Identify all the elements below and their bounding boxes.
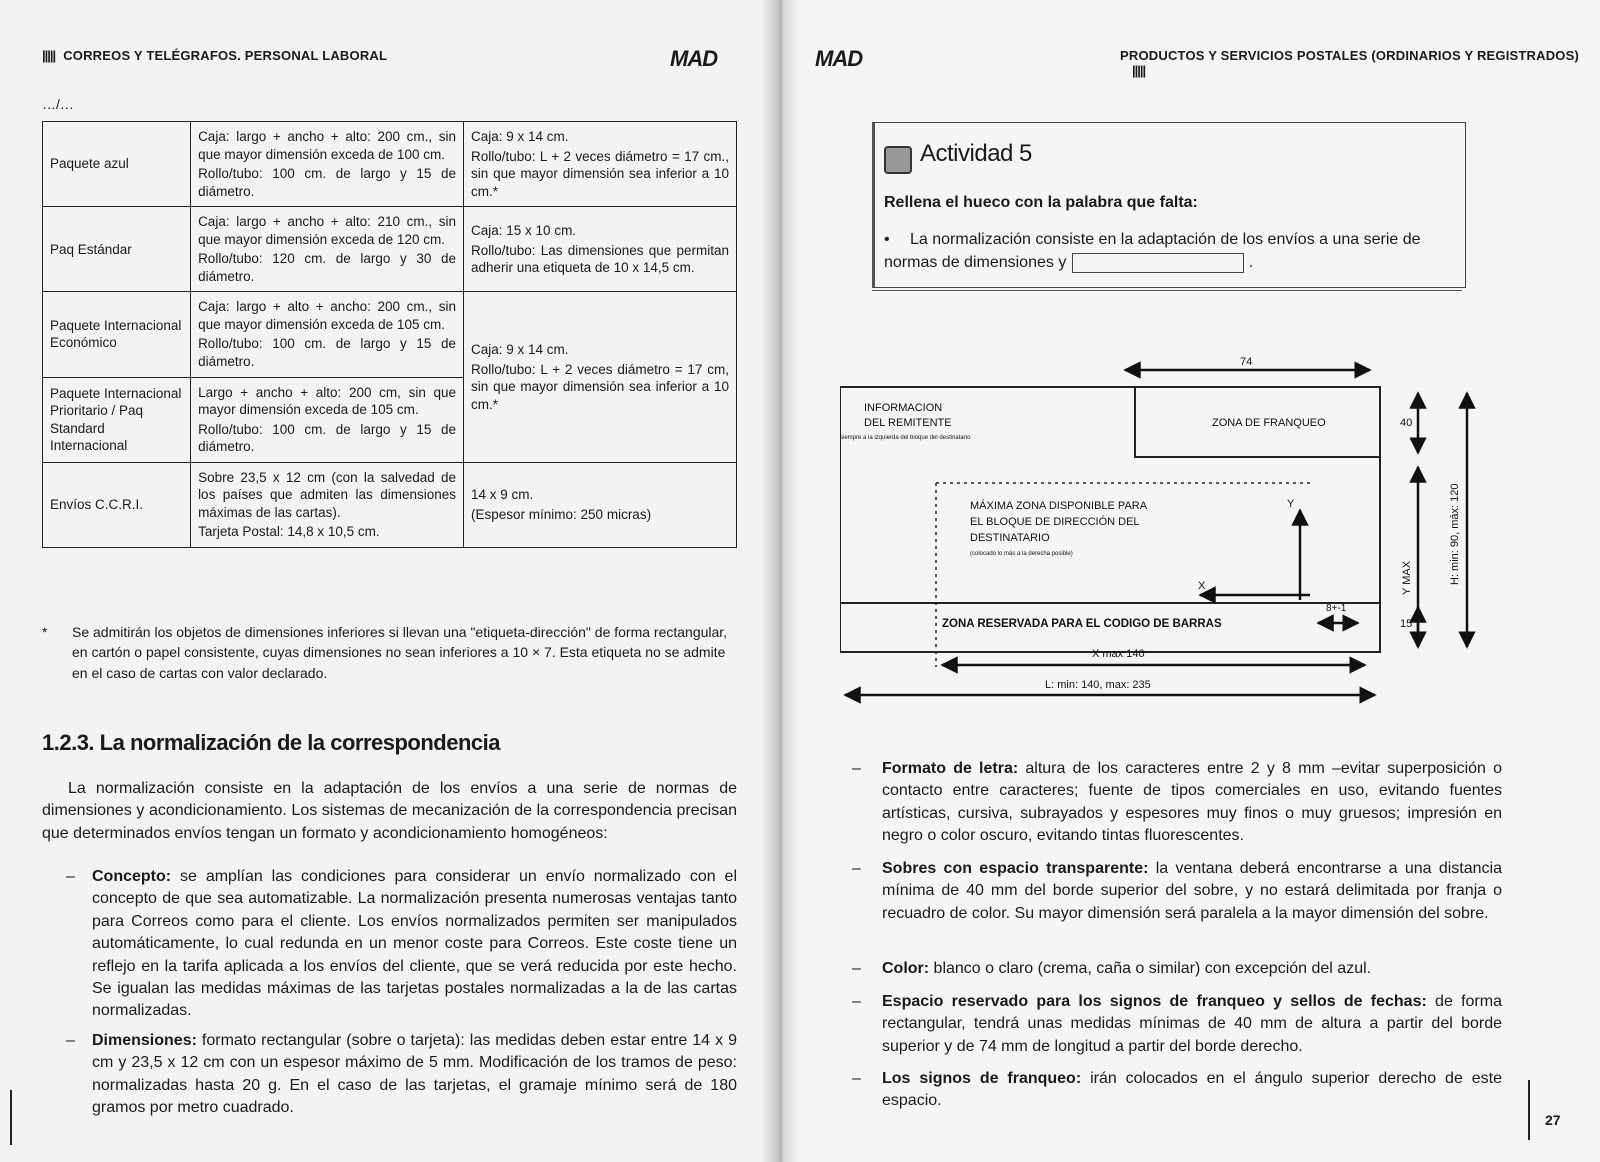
table-cell-product: Envíos C.C.R.I.: [43, 462, 191, 547]
cell-line: Largo + ancho + alto: 200 cm, sin que mayor dimensión exceda de 105 cm.: [198, 384, 457, 418]
cell-line: (Espesor mínimo: 250 micras): [471, 506, 652, 522]
bullet-text: blanco o claro (crema, caña o similar) con excepción del azul.: [929, 960, 1372, 977]
header-bars-icon: |||||: [1132, 63, 1146, 78]
page-edge-mark: [1528, 1080, 1530, 1140]
cell-line: 14 x 9 cm.: [471, 487, 534, 503]
address-zone-line2: EL BLOQUE DE DIRECCIÓN DEL: [970, 516, 1140, 528]
sender-info-line2: DEL REMITENTE: [864, 417, 952, 429]
table-cell-product: Paquete Internacional Económico: [43, 292, 191, 377]
bullet-item: – Dimensiones: formato rectangular (sobre o tarjeta): las medidas deben estar entre 14 x 9 cm y 23,5 x 12 cm con un espesor máximo de 5 mm. Modificación de los tramos de peso: normalizadas hasta 20 g. En el caso de las tarjetas, el gramaje mínimo será de 180 gramos por metro cuadrado.: [66, 1032, 737, 1117]
cell-line: Rollo/tubo: 100 cm. de largo y 15 de diámetro.: [198, 166, 457, 199]
cell-line: Caja: largo + ancho + alto: 210 cm., sin que mayor dimensión exceda de 120 cm.: [198, 214, 457, 247]
bullet-term: Sobres con espacio transparente:: [882, 860, 1149, 877]
footnote-mark: *: [42, 624, 48, 640]
answer-blank[interactable]: [1072, 253, 1244, 273]
stamp-zone-label: ZONA DE FRANQUEO: [1212, 417, 1326, 429]
activity-sentence-text: La normalización consiste en la adaptación de los envíos a una serie de normas de dimensiones y: [884, 231, 1421, 272]
activity-underline: [872, 290, 1462, 291]
x-label: X: [1198, 580, 1206, 592]
left-header-title: CORREOS Y TELÉGRAFOS. PERSONAL LABORAL: [63, 48, 388, 63]
table-row: [43, 122, 737, 207]
bullet-item: – Formato de letra: altura de los caracteres entre 2 y 8 mm –evitar superposición o contacto entre caracteres; fuente de tipos comerciales en uso, evitando fuentes artísticas, cursiva, subrayados y espesores muy finos o muy gruesos; impresión en negro o color oscuro, evitando tintas fluorescentes.: [852, 760, 1503, 845]
bullet-term: Los signos de franqueo:: [882, 1070, 1082, 1087]
dim-15-label: 15: [1400, 618, 1413, 630]
sender-info-note: siempre a la izquierda del bloque del destinatario: [840, 435, 971, 441]
bullet-term: Dimensiones:: [92, 1032, 197, 1049]
table-cell-product: Paquete azul: [43, 122, 191, 207]
page-number: 27: [1545, 1112, 1561, 1128]
sender-info-line1: INFORMACION: [864, 402, 943, 414]
activity-title: Actividad 5: [920, 140, 1032, 167]
bullet-item: – Concepto: se amplían las condiciones para considerar un envío normalizado con el concepto de que sea automatizable. La normalización presenta numerosas ventajas tanto para Correos como para el cliente. Los envíos normalizados permiten ser manipulados automáticamente, lo cual redunda en un menor coste para Correos. Este coste tiene un reflejo en la tarifa aplicada a los envíos del cliente, que se verá reducida por este hecho. Se igualan las medidas máximas de las tarjetas postales normalizadas a la de las cartas normalizadas.: [66, 868, 737, 1020]
cell-line: Sobre 23,5 x 12 cm (con la salvedad de los países que admiten las dimensiones máximas de las cartas).: [198, 469, 457, 520]
dim-74-label: 74: [1240, 356, 1253, 368]
table-row: [43, 207, 737, 292]
bullet-text: la ventana deberá encontrarse a una distancia mínima de 40 mm del borde superior del sobre, y no estará delimitada por franja o recuadro de color. Su mayor dimensión será paralela a la mayor dimensión del sobre.: [882, 860, 1503, 922]
address-zone-note: (colocado lo más a la derecha posible): [970, 551, 1073, 557]
bullet-item: – Espacio reservado para los signos de franqueo y sellos de fechas: de forma rectangular, tendrá unas medidas mínimas de 40 mm de altura a partir del borde superior y de 74 mm de longitud a partir del borde derecho.: [852, 993, 1502, 1055]
bullet-text: irán colocados en el ángulo superior derecho de este espacio.: [882, 1070, 1502, 1110]
bullet-item: – Los signos de franqueo: irán colocados en el ángulo superior derecho de este espacio.: [852, 1070, 1502, 1110]
activity-icon: [884, 146, 912, 174]
table-row: [43, 462, 737, 547]
book-gutter: [760, 0, 800, 1162]
left-page: [0, 0, 780, 1162]
cell-line: Rollo/tubo: L + 2 veces diámetro = 17 cm., sin que mayor dimensión sea inferior a 10 cm.*: [471, 148, 729, 199]
table-cell-limits: [191, 462, 464, 547]
header-bars-icon: |||||: [42, 48, 56, 63]
bullet-term: Espacio reservado para los signos de franqueo y sellos de fechas:: [882, 993, 1427, 1010]
activity-prompt: Rellena el hueco con la palabra que falta:: [884, 194, 1198, 211]
bullet-text: altura de los caracteres entre 2 y 8 mm –evitar superposición o contacto entre caracteres; fuente de tipos comerciales en uso, evitando fuentes artísticas, cursiva, subrayados y espesores muy finos o muy gruesos; impresión en negro o color oscuro, evitando tintas fluorescentes.: [882, 760, 1503, 845]
bullet-text: de forma rectangular, tendrá unas medidas mínimas de 40 mm de altura a partir del borde superior y de 74 mm de longitud a partir del borde derecho.: [882, 993, 1502, 1055]
x-max-label: X max 140: [1092, 648, 1145, 660]
left-running-header: [42, 48, 387, 63]
bullet-term: Color:: [882, 960, 930, 977]
table-cell-minimums: [464, 462, 737, 547]
address-zone-line3: DESTINATARIO: [970, 532, 1050, 544]
activity-sentence: [884, 228, 1454, 274]
bullet-mark: •: [884, 231, 890, 248]
table-cell-minimums: [464, 292, 737, 462]
cell-line: Rollo/tubo: Las dimensiones que permitan adherir una etiqueta de 10 x 14,5 cm.: [471, 242, 729, 276]
bullet-term: Concepto:: [92, 868, 172, 885]
publisher-logo: MAD: [670, 46, 718, 71]
cell-line: Rollo/tubo: 100 cm. de largo y 15 de diámetro.: [198, 336, 457, 370]
table-row: [43, 292, 737, 377]
page-edge-mark: [10, 1090, 12, 1145]
y-max-label: Y MAX: [1401, 560, 1413, 595]
bullet-term: Formato de letra:: [882, 760, 1019, 777]
cell-line: Rollo/tubo: L + 2 veces diámetro = 17 cm, sin que mayor dimensión sea inferior a 10 cm.*: [471, 361, 729, 412]
cell-line: Rollo/tubo: 100 cm. de largo y 15 de diámetro.: [198, 421, 457, 455]
right-header-title: PRODUCTOS Y SERVICIOS POSTALES (ORDINARIOS Y REGISTRADOS): [1120, 48, 1580, 63]
table-cell-limits: [191, 377, 464, 462]
table-cell-limits: [191, 292, 464, 377]
bullet-text: se amplían las condiciones para considerar un envío normalizado con el concepto de que sea automatizable. La normalización presenta numerosas ventajas tanto para Correos como para el cliente. Los envíos normalizados permiten ser manipulados automáticamente, lo cual redunda en un menor coste para Correos. Este coste tiene un reflejo en la tarifa aplicada a los envíos del cliente, que se verá reducida por este hecho. Se igualan las medidas máximas de las tarjetas postales normalizadas a la de las cartas normalizadas.: [92, 868, 737, 1020]
footnote-text: Se admitirán los objetos de dimensiones inferiores si llevan una "etiqueta-dirección" de forma rectangular, en cartón o papel consistente, cuyas dimensiones no sean inferiores a 10 × 7. Esta etiqueta no se admite en el caso de cartas con valor declarado.: [72, 624, 728, 681]
section-title: 1.2.3. La normalización de la correspondencia: [42, 730, 500, 755]
table-cell-limits: [191, 122, 464, 207]
activity-end: .: [1248, 254, 1254, 272]
continuation-mark: …/…: [42, 96, 74, 112]
cell-line: Caja: 15 x 10 cm.: [471, 222, 577, 238]
cell-line: Caja: largo + ancho + alto: 200 cm., sin que mayor dimensión exceda de 100 cm.: [198, 129, 457, 162]
intro-text: La normalización consiste en la adaptación de los envíos a una serie de normas de dimensiones y acondicionamiento. Los sistemas de mecanización de la correspondencia precisan que determinados envíos tengan un formato y acondicionamiento homogéneos:: [42, 780, 737, 842]
table-cell-product: Paquete Internacional Prioritario / Paq Standard Internacional: [43, 377, 191, 462]
cell-line: Rollo/tubo: 120 cm. de largo y 30 de diámetro.: [198, 251, 457, 284]
bullet-item: – Sobres con espacio transparente: la ventana deberá encontrarse a una distancia mínima de 40 mm del borde superior del sobre, y no estará delimitada por franja o recuadro de color. Su mayor dimensión será paralela a la mayor dimensión del sobre.: [852, 860, 1503, 922]
dim-8-label: 8+-1: [1326, 603, 1347, 614]
table-footnote: [42, 622, 737, 683]
cell-line: Caja: 9 x 14 cm.: [471, 341, 569, 357]
envelope-diagram: [840, 355, 1500, 710]
length-range-label: L: min: 140, max: 235: [1045, 679, 1151, 691]
table-cell-minimums: [464, 122, 737, 207]
barcode-zone-label: ZONA RESERVADA PARA EL CODIGO DE BARRAS: [942, 618, 1222, 630]
height-range-label: H: min: 90, máx: 120: [1449, 483, 1461, 585]
y-label: Y: [1287, 498, 1295, 510]
dimensions-table: [42, 121, 737, 548]
right-running-header: [1120, 48, 1600, 78]
address-zone-line1: MÁXIMA ZONA DISPONIBLE PARA: [970, 500, 1148, 512]
intro-paragraph: [42, 778, 737, 845]
dim-40-label: 40: [1400, 417, 1413, 429]
bullet-text: formato rectangular (sobre o tarjeta): las medidas deben estar entre 14 x 9 cm y 23,5 x 12 cm con un espesor máximo de 5 mm. Modificación de los tramos de peso: normalizadas hasta 20 g. En el caso de las tarjetas, el gramaje mínimo será de 180 gramos por metro cuadrado.: [92, 1032, 737, 1117]
table-cell-limits: [191, 207, 464, 292]
cell-line: Caja: 9 x 14 cm.: [471, 129, 569, 144]
cell-line: Tarjeta Postal: 14,8 x 10,5 cm.: [198, 524, 380, 540]
bullet-item: – Color: blanco o claro (crema, caña o similar) con excepción del azul.: [852, 960, 1372, 977]
table-cell-product: Paq Estándar: [43, 207, 191, 292]
cell-line: Caja: largo + alto + ancho: 200 cm., sin que mayor dimensión exceda de 105 cm.: [198, 299, 457, 332]
publisher-logo: MAD: [815, 46, 863, 71]
table-cell-minimums: [464, 207, 737, 292]
